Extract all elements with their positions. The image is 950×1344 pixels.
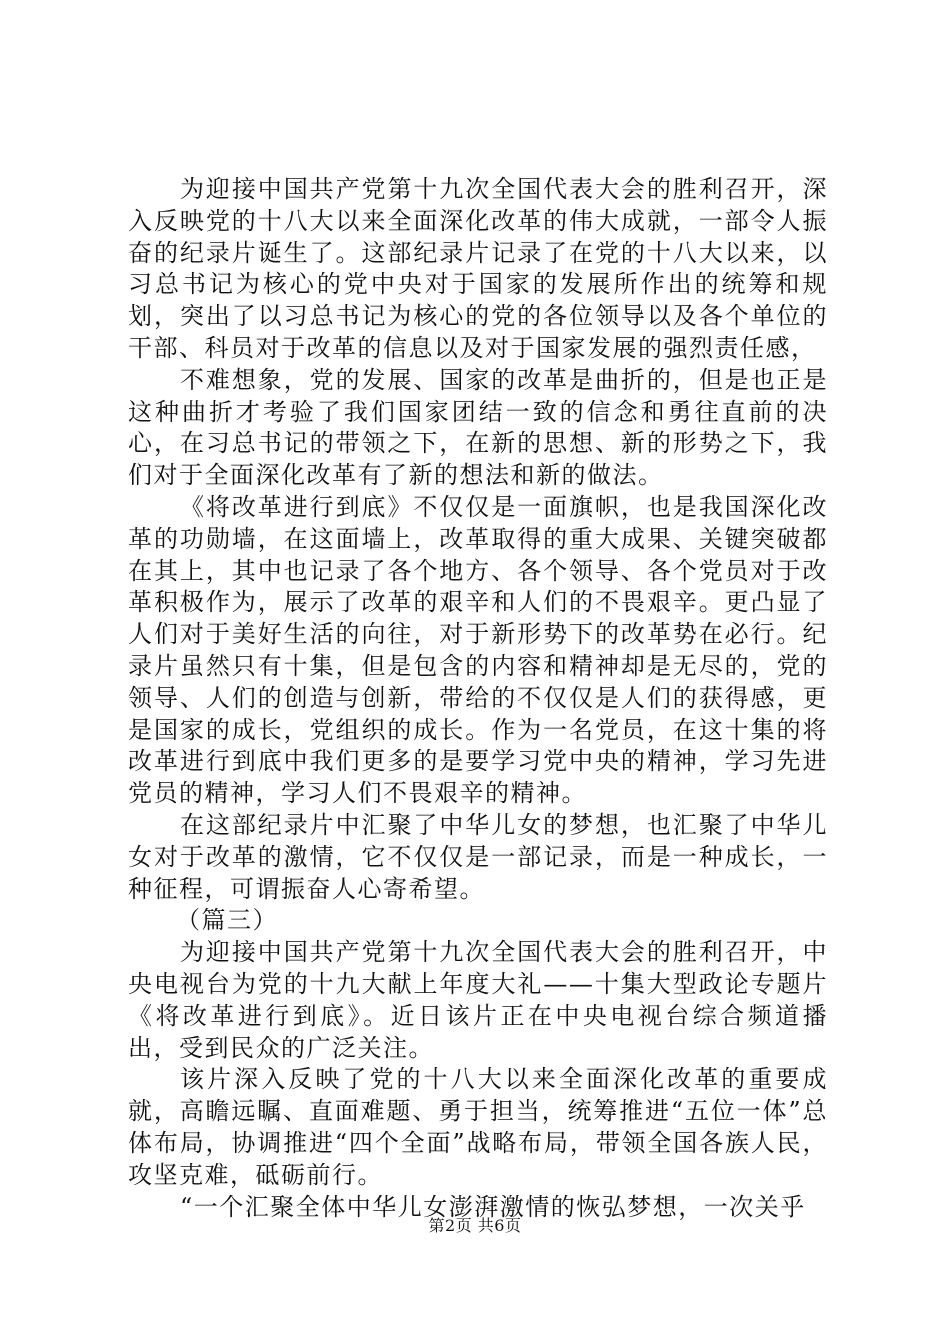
paragraph-3: 《将改革进行到底》不仅仅是一面旗帜，也是我国深化改革的功勋墙，在这面墙上，改革取得的重大成果、关键突破都在其上，其中也记录了各个地方、各个领导、各个党员对于改革积极作为，展示了改革的艰辛和人们的不畏艰辛。更凸显了人们对于美好生活的向往，对于新形势下的改革势在必行。纪录片虽然只有十集，但是包含的内容和精神却是无尽的，党的领导、人们的创造与创新，带给的不仅仅是人们的获得感，更是国家的成长，党组织的成长。作为一名党员，在这十集的将改革进行到底中我们更多的是要学习党中央的精神，学习先进党员的精神，学习人们不畏艰辛的精神。 <box>128 492 828 808</box>
paragraph-2: 不难想象，党的发展、国家的改革是曲折的，但是也正是这种曲折才考验了我们国家团结一致的信念和勇往直前的决心，在习总书记的带领之下，在新的思想、新的形势之下，我们对于全面深化改革有了新的想法和新的做法。 <box>128 365 828 490</box>
page-number-footer: 第2页 共6页 <box>428 1216 522 1235</box>
paragraph-7: “一个汇聚全体中华儿女澎湃激情的恢弘梦想，一次关乎 <box>180 1192 806 1221</box>
paragraph-5: 为迎接中国共产党第十九次全国代表大会的胜利召开，中央电视台为党的十九大献上年度大礼——十集大型政论专题片《将改革进行到底》。近日该片正在中央电视台综合频道播出，受到民众的广泛关注。 <box>128 938 828 1062</box>
paragraph-1: 为迎接中国共产党第十九次全国代表大会的胜利召开，深入反映党的十八大以来全面深化改革的伟大成就，一部令人振奋的纪录片诞生了。这部纪录片记录了在党的十八大以来，以习总书记为核心的党中央对于国家的发展所作出的统筹和规划，突出了以习总书记为核心的党的各位领导以及各个单位的干部、科员对于改革的信息以及对于国家发展的强烈责任感， <box>128 175 828 362</box>
section-heading: （篇三） <box>176 906 278 935</box>
paragraph-4: 在这部纪录片中汇聚了中华儿女的梦想，也汇聚了中华儿女对于改革的激情，它不仅仅是一部记录，而是一种成长，一种征程，可谓振奋人心寄希望。 <box>128 810 828 903</box>
paragraph-6: 该片深入反映了党的十八大以来全面深化改革的重要成就，高瞻远瞩、直面难题、勇于担当，统筹推进“五位一体”总体布局，协调推进“四个全面”战略布局，带领全国各族人民，攻坚克难，砥砺前行。 <box>128 1065 828 1189</box>
document-body <box>128 174 828 1223</box>
